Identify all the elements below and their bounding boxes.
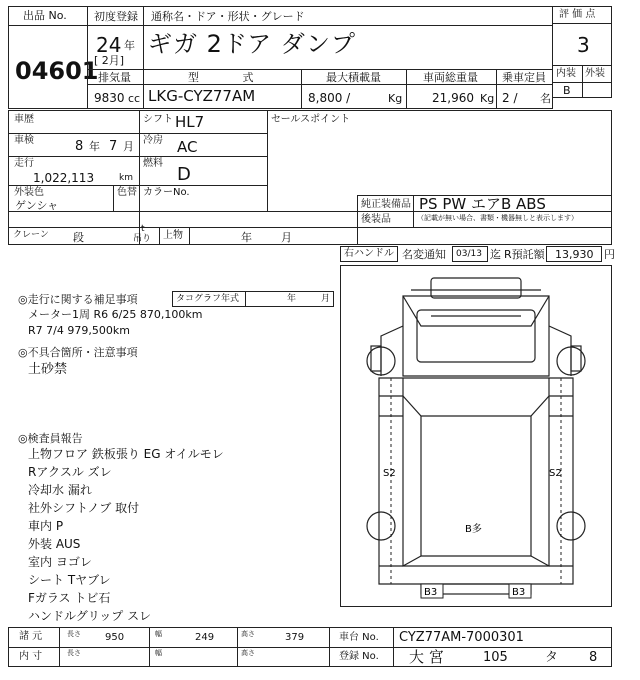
sales-point-label: セールスポイント — [271, 114, 351, 125]
inspector-line: Rアクスル ズレ — [28, 465, 112, 479]
width-label: 幅 — [155, 630, 162, 638]
supplement-line: メーター1周 R6 6/25 870,100km — [28, 308, 203, 321]
height: 379 — [285, 632, 305, 643]
gross-weight-label: 車両総重量 — [423, 71, 478, 84]
interior-width-label: 幅 — [155, 649, 162, 657]
exterior-label: 外装 — [585, 68, 605, 79]
gross-weight: 21,960 — [432, 91, 474, 105]
capacity-unit: 名 — [540, 92, 551, 105]
fuel-label: 燃料 — [143, 158, 163, 169]
crane-lift-unit: 吊り — [133, 234, 152, 244]
dims-label: 諸 元 — [19, 631, 43, 642]
body-label: 上物 — [163, 230, 183, 241]
inspection-label: 車検 — [14, 135, 34, 146]
registration-label: 登録 No. — [339, 651, 379, 662]
crane-steps-unit: 段 — [73, 231, 84, 244]
mark-b3-left: B3 — [424, 587, 438, 598]
tacho-label: タコグラフ年式 — [176, 294, 240, 304]
specs-row — [87, 69, 553, 109]
mark-b-center: B多 — [465, 524, 482, 535]
ac: AC — [177, 138, 198, 156]
mark-s2-right: S2 — [549, 468, 562, 479]
registration-kana: タ — [545, 650, 559, 665]
displacement: 9830 — [94, 91, 125, 105]
interior-grade: B — [563, 84, 571, 97]
inspector-line: シート Tヤブレ — [28, 573, 111, 587]
capacity-label: 乗車定員 — [502, 71, 546, 84]
length-label: 長さ — [67, 630, 81, 638]
inspector-line: 外装 AUS — [28, 537, 81, 551]
change-notice: 03/13 — [456, 249, 482, 259]
defect-line: 土砂禁 — [28, 362, 68, 377]
tacho-month-unit: 月 — [321, 294, 331, 304]
mark-b3-right: B3 — [512, 587, 526, 598]
eval-score: 3 — [577, 33, 590, 57]
eval-label: 評 価 点 — [559, 9, 596, 20]
inspection-month: 7 — [109, 139, 118, 154]
rhd-box — [340, 246, 398, 262]
length: 950 — [105, 632, 125, 643]
recycle-unit: 円 — [604, 248, 615, 261]
gross-weight-unit: Kg — [480, 92, 495, 105]
ac-label: 冷房 — [143, 135, 163, 146]
height-label: 高さ — [241, 630, 255, 638]
inspector-title: ◎検査員報告 — [18, 432, 83, 445]
lot-box — [8, 6, 99, 109]
change-notice-label: 名変通知 — [402, 248, 446, 261]
model-label: 型 式 — [188, 71, 254, 84]
change-notice-suffix: 迄 — [490, 248, 501, 261]
recycle-label: R預託額 — [504, 248, 545, 261]
shift: HL7 — [175, 113, 205, 131]
interior-height-label: 高さ — [241, 649, 255, 657]
mark-s2-left: S2 — [383, 468, 396, 479]
inspection-year-unit: 年 — [89, 140, 100, 153]
inspector-line: 社外シフトノブ 取付 — [28, 501, 140, 515]
defect-title: ◎不具合箇所・注意事項 — [18, 346, 138, 359]
aftermarket-note: （記載が無い場合、書類・機器無しと表示します） — [417, 214, 578, 222]
recycle-box — [546, 246, 602, 262]
registration-number: 8 — [589, 650, 598, 665]
history-block — [8, 110, 612, 245]
reg-label: 初度登録 — [94, 10, 138, 23]
truck-diagram-svg — [341, 266, 611, 606]
supplement-title: ◎走行に関する補足事項 — [18, 293, 138, 306]
max-load: 8,800 / — [308, 91, 351, 105]
tacho-box — [172, 291, 334, 307]
rhd: 右ハンドル — [344, 248, 394, 259]
inspection-month-unit: 月 — [123, 140, 134, 153]
capacity: 2 / — [502, 91, 518, 105]
truck-diagram — [340, 265, 612, 607]
eval-box — [552, 6, 612, 98]
max-load-label: 最大積載量 — [326, 71, 381, 84]
body-month-unit: 月 — [281, 231, 292, 244]
mileage-unit: km — [119, 173, 133, 183]
crane-label: クレーン — [13, 230, 49, 240]
shift-label: シフト — [143, 114, 173, 125]
inspector-line: 室内 ヨゴレ — [28, 555, 92, 569]
color-no-label: カラーNo. — [143, 187, 190, 198]
equipment: PS PW エアB ABS — [419, 195, 546, 213]
displacement-label: 排気量 — [98, 71, 131, 84]
name-label: 通称名・ドア・形状・グレード — [151, 10, 305, 23]
mileage-label: 走行 — [14, 158, 34, 169]
inspector-line: 冷却水 漏れ — [28, 483, 92, 497]
aftermarket-label: 後装品 — [361, 214, 391, 225]
interior-label: 内装 — [556, 68, 576, 79]
reg-year-unit: 年 — [124, 39, 135, 52]
footer-dims — [8, 627, 612, 667]
vehicle-header — [87, 6, 553, 70]
model: LKG-CYZ77AM — [148, 87, 256, 105]
recycle-amount: 13,930 — [555, 248, 594, 261]
interior-length-label: 長さ — [67, 649, 81, 657]
registration-class: 105 — [483, 650, 508, 665]
reg-month: [ 2月] — [94, 54, 125, 67]
inspector-line: 上物フロア 鉄板張り EG オイルモレ — [28, 447, 224, 461]
registration-area: 大 宮 — [409, 648, 444, 666]
color-label: 外装色 — [14, 187, 44, 198]
color: ゲンシャ — [15, 199, 59, 212]
lot-label: 出品 No. — [23, 9, 67, 22]
change-notice-box — [452, 246, 488, 262]
crane-t-unit: t — [141, 224, 145, 234]
equipment-label: 純正装備品 — [361, 199, 411, 210]
inspector-line: 車内 P — [28, 519, 64, 533]
displacement-unit: cc — [128, 92, 141, 105]
chassis: CYZ77AM-7000301 — [399, 630, 524, 645]
reg-year: 24 — [96, 33, 122, 57]
history-label: 車歴 — [14, 114, 34, 125]
color-change-label: 色替 — [117, 187, 137, 198]
inspector-line: ハンドルグリップ スレ — [28, 609, 152, 623]
vehicle-name: ギガ 2ドア ダンプ — [148, 30, 357, 58]
body-year-unit: 年 — [241, 231, 252, 244]
interior-dims-label: 内 寸 — [19, 651, 43, 662]
width: 249 — [195, 632, 215, 643]
inspection-year: 8 — [75, 139, 84, 154]
lot-number: 04601 — [15, 57, 99, 85]
fuel: D — [177, 164, 191, 185]
mileage: 1,022,113 — [33, 171, 95, 185]
max-load-unit: Kg — [388, 92, 403, 105]
tacho-year-unit: 年 — [287, 294, 297, 304]
chassis-label: 車台 No. — [339, 632, 379, 643]
supplement-line: R7 7/4 979,500km — [28, 324, 130, 337]
inspector-line: Fガラス トビ石 — [28, 591, 111, 605]
